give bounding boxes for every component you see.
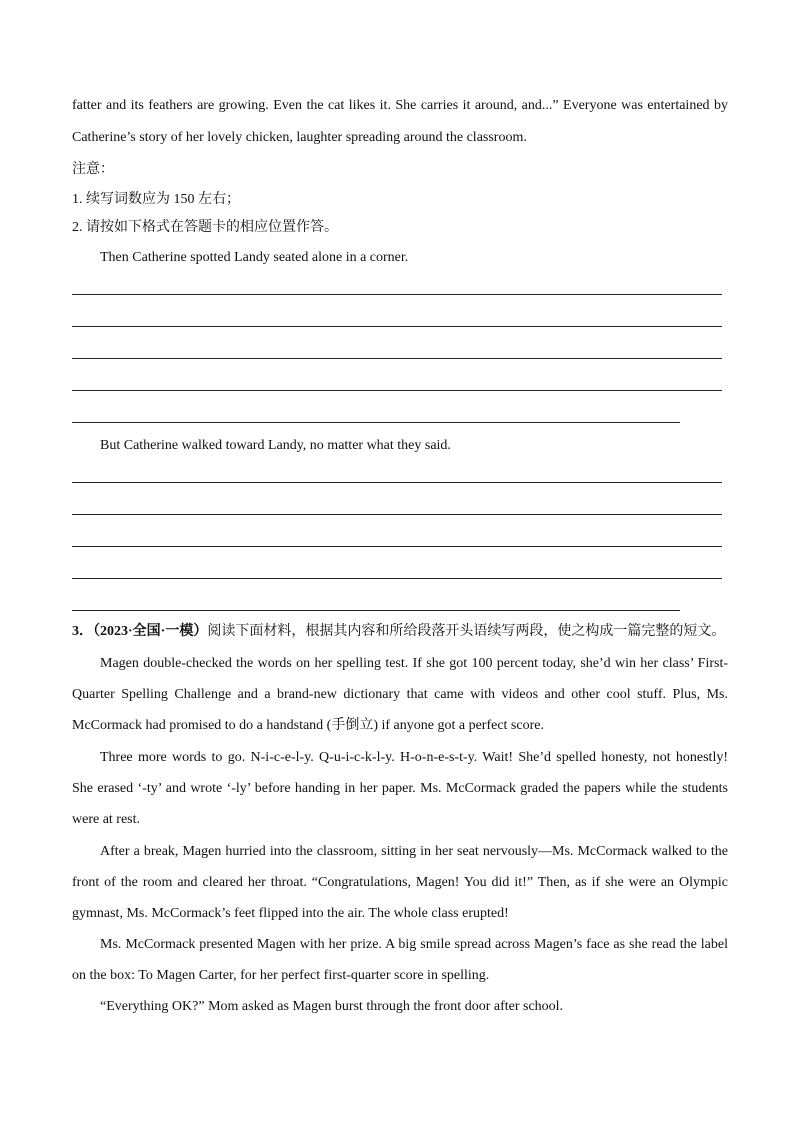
passage-line: Ms. McCormack presented Magen with her prize. A big smile spread across Magen’s face as she read the label xyxy=(100,937,728,952)
answer-line[interactable] xyxy=(72,514,722,515)
notes-item-2: 2. 请按如下格式在答题卡的相应位置作答。 xyxy=(72,220,338,235)
answer-line[interactable] xyxy=(72,358,722,359)
notes-item-1: 1. 续写词数应为 150 左右； xyxy=(72,192,240,207)
answer-line[interactable] xyxy=(72,546,722,547)
answer-line[interactable] xyxy=(72,294,722,295)
passage-line: “Everything OK?” Mom asked as Magen burst through the front door after school. xyxy=(100,999,564,1014)
passage-line: front of the room and cleared her throat. “Congratulations, Magen! You did it!” Then, as if she were an Olympic xyxy=(72,875,728,890)
answer-line[interactable] xyxy=(72,390,722,391)
continuation-line-1: fatter and its feathers are growing. Even the cat likes it. She carries it around, and...” Everyone was entertained by xyxy=(72,98,728,113)
passage-line: Quarter Spelling Challenge and a brand-new dictionary that came with videos and other cool stuff. Plus, Ms. xyxy=(72,687,728,702)
answer-line[interactable] xyxy=(72,578,722,579)
question-3-heading xyxy=(72,622,728,642)
passage-line: were at rest. xyxy=(72,812,141,827)
passage-line: Magen double-checked the words on her spelling test. If she got 100 percent today, she’d win her class’ First- xyxy=(100,656,728,671)
passage-line: After a break, Magen hurried into the classroom, sitting in her seat nervously—Ms. McCormack walked to the xyxy=(100,844,728,859)
passage-line: McCormack had promised to do a handstand (手倒立) if anyone got a perfect score. xyxy=(72,718,544,733)
paragraph-1-opener: Then Catherine spotted Landy seated alone in a corner. xyxy=(100,250,409,265)
passage-line: gymnast, Ms. McCormack’s feet flipped into the air. The whole class erupted! xyxy=(72,906,509,921)
passage-line: on the box: To Magen Carter, for her perfect first-quarter score in spelling. xyxy=(72,968,490,983)
question-number: 3． xyxy=(72,624,93,639)
passage-line: Three more words to go. N-i-c-e-l-y. Q-u-i-c-k-l-y. H-o-n-e-s-t-y. Wait! She’d spelled honesty, not honestly! xyxy=(100,750,728,765)
passage-line: She erased ‘-ty’ and wrote ‘-ly’ before handing in her paper. Ms. McCormack graded the papers while the students xyxy=(72,781,728,796)
paragraph-2-opener: But Catherine walked toward Landy, no matter what they said. xyxy=(100,438,451,453)
answer-line[interactable] xyxy=(72,610,680,611)
continuation-line-2: Catherine’s story of her lovely chicken, laughter spreading around the classroom. xyxy=(72,130,527,145)
question-source: （2023·全国·一模） xyxy=(93,624,208,639)
notes-title: 注意： xyxy=(72,162,114,177)
answer-line[interactable] xyxy=(72,482,722,483)
question-instruction: 阅读下面材料，根据其内容和所给段落开头语续写两段，使之构成一篇完整的短文。 xyxy=(207,624,726,639)
answer-line[interactable] xyxy=(72,422,680,423)
answer-line[interactable] xyxy=(72,326,722,327)
